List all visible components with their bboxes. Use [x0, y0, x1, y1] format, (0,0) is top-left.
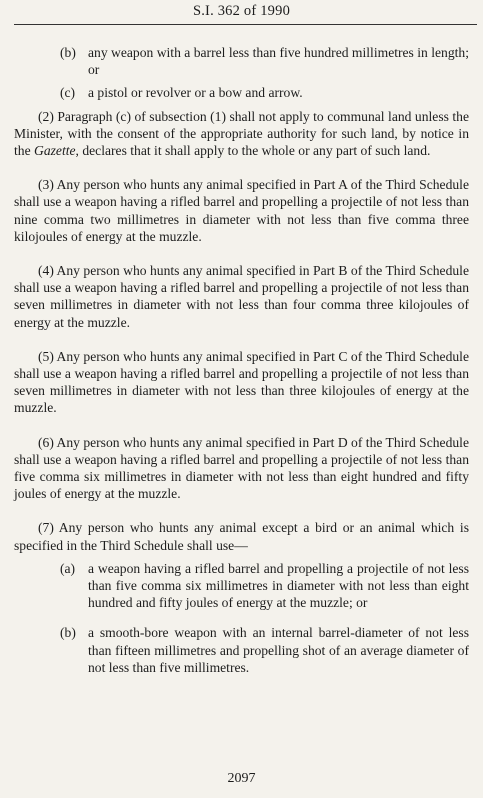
item-text: a pistol or revolver or a bow and arrow.	[88, 85, 303, 101]
paragraph-5: (5) Any person who hunts any animal specified in Part C of the Third Schedule shall use a weapon having a rifled barrel and propelling a projectile of not less than seven millimetres in diameter with not less than three kilojoules of energy at the muzzle.	[14, 348, 469, 416]
paragraph-4: (4) Any person who hunts any animal specified in Part B of the Third Schedule shall use a weapon having a rifled barrel and propelling a projectile of not less than seven millimetres in diameter with not less than four comma three kilojoules of energy at the muzzle.	[14, 263, 469, 330]
gazette-italic: Gazette	[34, 143, 76, 159]
paragraph-2-before: (2) Paragraph (c) of subsection (1) shall not apply to communal land unless the Minister, with the consent of the appropriate authority for such land, by notice in the	[14, 108, 469, 159]
page-number: 2097	[227, 771, 256, 786]
list-item-c-top	[14, 84, 469, 101]
paragraph-7: (7) Any person who hunts any animal except a bird or an animal which is specified in the Third Schedule shall use—	[14, 520, 469, 553]
item-text: a smooth-bore weapon with an internal barrel-diameter of not less than fifteen millimetres and propelling shot of an average diameter of not less than five millimetres.	[88, 625, 469, 675]
item-label: (b)	[60, 45, 76, 60]
paragraph-2	[14, 108, 469, 160]
item-label: (a)	[60, 560, 76, 576]
item-label: (c)	[60, 85, 76, 101]
header-rule	[14, 24, 477, 25]
body-text	[14, 44, 469, 676]
list-item-b-top	[14, 44, 469, 78]
list-item-a-bottom	[14, 560, 469, 612]
paragraph-6: (6) Any person who hunts any animal specified in Part D of the Third Schedule shall use a weapon having a rifled barrel and propelling a projectile of not less than five comma six millimetres in diameter with not less than eight hundred and fifty joules of energy at the muzzle.	[14, 434, 469, 502]
item-label: (b)	[60, 625, 76, 641]
paragraph-2-after: , declares that it shall apply to the whole or any part of such land.	[75, 143, 431, 159]
item-text: a weapon having a rifled barrel and propelling a projectile of not less than five comma six millimetres in diameter with not less than eight hundred and fifty joules of energy at the muzzle; or	[88, 560, 469, 611]
item-text: any weapon with a barrel less than five hundred millimetres in length; or	[88, 45, 469, 78]
page-header: S.I. 362 of 1990	[192, 3, 291, 19]
paragraph-3: (3) Any person who hunts any animal specified in Part A of the Third Schedule shall use a weapon having a rifled barrel and propelling a projectile of not less than nine comma two millimetres in diameter with not less than five comma three kilojoules of energy at the muzzle.	[14, 177, 469, 244]
list-item-b-bottom	[14, 624, 469, 676]
